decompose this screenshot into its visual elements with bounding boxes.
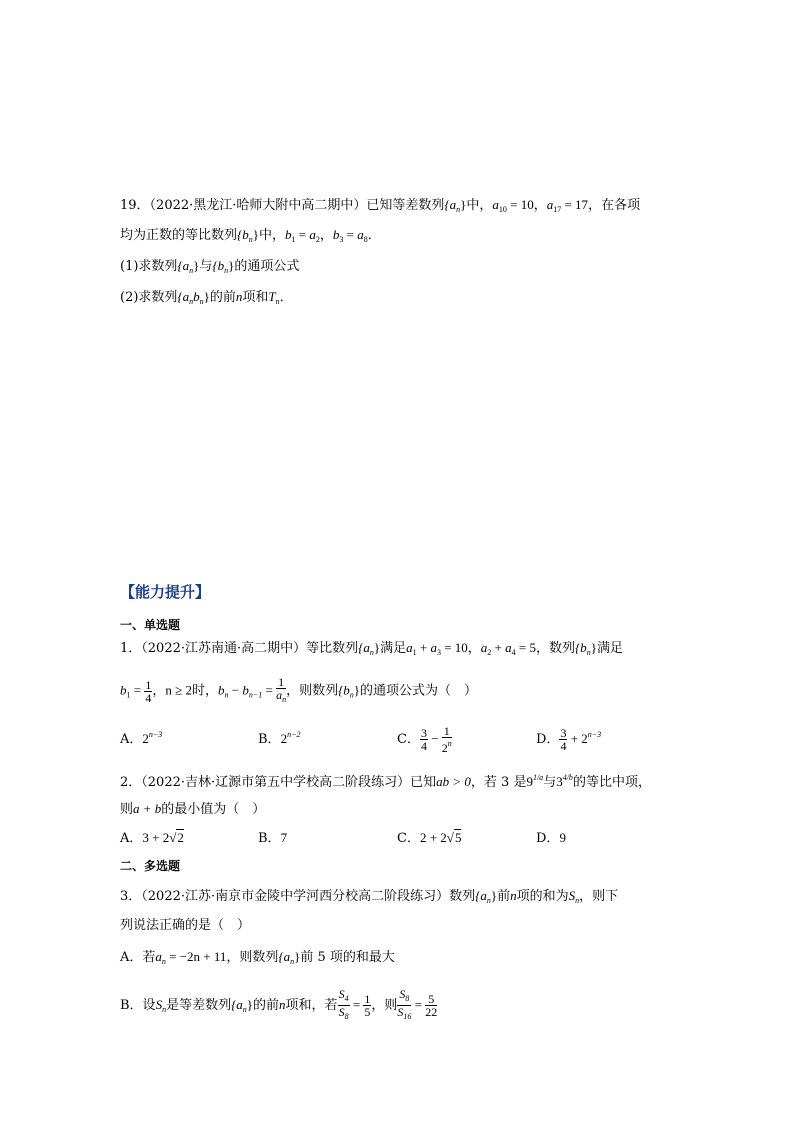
sub-n: n	[369, 648, 374, 657]
num: 3	[420, 726, 427, 740]
base: 2	[441, 741, 448, 755]
seq-a: {a	[177, 258, 190, 273]
brace: }	[193, 258, 200, 273]
den: 4	[145, 690, 152, 705]
q1-option-b[interactable]	[258, 725, 300, 750]
frac	[442, 725, 452, 754]
label: B．	[258, 831, 281, 846]
sub-n: n	[199, 297, 204, 306]
seq-a: {a	[278, 949, 291, 964]
num	[397, 988, 411, 1006]
den: 4	[420, 739, 427, 753]
seq-b: {b	[212, 258, 225, 273]
period: ．	[279, 290, 293, 305]
a: a	[276, 688, 283, 702]
label: D．	[536, 732, 560, 747]
q2-text: 2．（2022·吉林·辽源市第五中学校高二阶段练习）已知	[120, 775, 437, 790]
sub-n: n	[349, 690, 354, 700]
line2-suffix: ，则数列	[286, 683, 339, 699]
sub-n: n	[162, 1005, 167, 1014]
n: n	[510, 888, 517, 903]
a8-sub: 8	[363, 235, 368, 244]
a8: a	[357, 227, 364, 242]
end: 前 5 项的和最大	[300, 950, 395, 965]
S: S	[568, 888, 576, 903]
b1-sub: 1	[291, 235, 296, 244]
sub-n: n	[189, 266, 194, 275]
ab-gt0: ab > 0	[436, 774, 471, 789]
b1: b	[284, 227, 292, 242]
brace: }	[353, 682, 361, 698]
line1-end: 的等比中项，	[572, 775, 651, 790]
S: S	[338, 1005, 345, 1019]
seq-a: {a	[475, 888, 487, 903]
sub-n: n	[248, 235, 253, 244]
label: B．	[258, 732, 281, 747]
q1-line2	[120, 676, 477, 706]
part1-text: (1)求数列	[120, 259, 178, 274]
line2-end: 的最小值为（ ）	[161, 802, 266, 817]
num: 1	[145, 677, 152, 692]
sub-n: n	[189, 297, 194, 306]
q1-option-d[interactable]	[536, 725, 601, 752]
sub: 8	[344, 1012, 349, 1021]
seq-ab: {a	[177, 289, 190, 304]
num: 5	[425, 993, 437, 1006]
brace: }	[460, 197, 467, 212]
eq: =	[411, 997, 426, 1012]
sub-4: 4	[511, 648, 516, 657]
S: S	[399, 987, 406, 1001]
sub-n: n	[290, 957, 295, 966]
brace: }	[590, 640, 597, 655]
satisfy: 满足	[380, 641, 407, 656]
comma: ，	[319, 228, 333, 243]
q19-line2	[120, 225, 381, 250]
minus: −	[427, 731, 442, 746]
line2-prefix: 则	[120, 802, 134, 817]
mid: 前	[497, 889, 511, 904]
q2-line2	[120, 799, 265, 820]
q1-mid: ，数列	[535, 641, 575, 656]
sub-n: n	[575, 896, 580, 905]
a2: a	[480, 640, 488, 655]
n: n	[235, 289, 243, 304]
radicand: 5	[454, 830, 462, 845]
seq-b: {b	[237, 227, 249, 242]
part2-mid2: 项和	[242, 290, 269, 305]
tail: + 2	[567, 731, 588, 746]
b3: b	[332, 227, 340, 242]
then: ，则	[371, 998, 398, 1013]
sub-1: 1	[412, 648, 417, 657]
mid: 是等差数列	[166, 998, 232, 1013]
exp: n−3	[148, 730, 163, 739]
with: 与	[543, 775, 557, 790]
sub-n: n	[282, 695, 287, 704]
sub-n: n	[486, 896, 491, 905]
sub-1: 1	[126, 690, 131, 700]
sqrt-sign: √	[169, 830, 177, 845]
value: 9	[559, 830, 566, 845]
a2: a	[309, 227, 316, 242]
S: S	[397, 1005, 404, 1019]
eq5: = 5	[515, 640, 536, 655]
eq: =	[130, 682, 145, 698]
q19-line2-text: 均为正数的等比数列	[120, 228, 238, 243]
brace: }	[373, 640, 381, 655]
b3-sub: 3	[339, 235, 344, 244]
seq-b: {b	[574, 640, 587, 655]
mid2: 项的和为	[516, 889, 569, 904]
fraction-one-over-an	[276, 676, 286, 706]
sub-n: n	[161, 957, 166, 966]
sub: 8	[405, 994, 410, 1003]
label: C．	[397, 732, 420, 747]
seq-ab-b: b	[193, 289, 200, 304]
text-in: 中，	[258, 228, 285, 243]
label: C．	[397, 831, 420, 846]
bn: b	[217, 682, 225, 698]
seq-a: {a	[444, 197, 457, 212]
sub-n: n	[456, 205, 461, 214]
q2-option-b[interactable]	[258, 828, 287, 849]
brace: }	[228, 258, 235, 273]
mid1: ，若 3 是	[470, 775, 527, 790]
mid2: 的前	[253, 998, 280, 1013]
a10-sub: 10	[498, 205, 507, 214]
sub: 4	[344, 994, 349, 1003]
frac-s4-s8	[338, 988, 350, 1023]
seq-a: {a	[231, 997, 243, 1012]
n-ge2: ，n ≥ 2时，	[152, 682, 218, 698]
n: n	[279, 997, 286, 1012]
num: 1	[364, 992, 371, 1006]
q2-option-a[interactable]	[120, 828, 184, 849]
a4: a	[505, 640, 512, 655]
and: 与	[199, 259, 213, 274]
brace: }	[203, 289, 210, 304]
q1-option-c[interactable]	[397, 725, 452, 754]
value: 2 + 2	[419, 830, 447, 845]
brace: }	[490, 888, 498, 903]
num: 1	[443, 724, 450, 738]
q19-line1	[120, 195, 640, 220]
a1: a	[406, 640, 413, 655]
sub-n: n	[586, 648, 591, 657]
eq: =	[349, 997, 364, 1012]
a17-sub: 17	[553, 205, 562, 214]
b1: b	[120, 682, 127, 698]
seq-a: {a	[358, 640, 370, 655]
den	[442, 738, 452, 754]
eq: =	[262, 682, 277, 698]
value: 3 + 2	[142, 830, 170, 845]
eq: =	[295, 227, 310, 242]
q2-option-d[interactable]	[536, 828, 566, 849]
mid3: 项和，若	[285, 998, 338, 1013]
a: a	[155, 949, 162, 964]
den	[276, 689, 286, 706]
den	[338, 1006, 350, 1023]
q19-text: 19．（2022·黑龙江·哈师大附中高二期中）已知等差数列	[120, 198, 445, 213]
period: ．	[367, 228, 381, 243]
q3-option-a[interactable]	[120, 947, 395, 972]
part1-suffix: 的通项公式	[234, 259, 300, 274]
q3-line1	[120, 886, 618, 911]
three: 3	[556, 774, 563, 789]
frac-5-22	[425, 993, 437, 1018]
line1-end: ，则下	[579, 889, 619, 904]
frac	[420, 727, 428, 752]
nine: 9	[526, 774, 533, 789]
a3: a	[430, 640, 437, 655]
q2-option-c[interactable]	[397, 828, 461, 849]
sub-n1: n−1	[248, 690, 263, 700]
sub: 16	[403, 1012, 412, 1021]
q3-text: 3．（2022·江苏·南京市金陵中学河西分校高二阶段练习）数列	[120, 889, 476, 904]
num: 1	[278, 675, 285, 689]
sub-3: 3	[436, 648, 441, 657]
exp-b: 4/b	[562, 773, 573, 782]
a-plus-b: a + b	[133, 801, 162, 816]
den	[397, 1006, 411, 1023]
seq-b: {b	[338, 682, 350, 698]
q3-line2: 列说法正确的是（ ）	[120, 918, 251, 933]
sub-n: n	[224, 690, 229, 700]
a17-val: = 17	[561, 197, 589, 212]
eq: =	[343, 227, 358, 242]
brace: }	[294, 949, 301, 964]
a2-sub: 2	[315, 235, 320, 244]
value: 7	[280, 830, 288, 845]
base: 2	[142, 731, 149, 746]
brace: }	[252, 227, 259, 242]
sub-n: n	[275, 297, 280, 306]
S: S	[155, 997, 163, 1012]
sub-n: n	[224, 266, 229, 275]
satisfy2: 满足	[596, 641, 623, 656]
q1-line1	[120, 638, 623, 663]
exp: n−3	[587, 730, 602, 739]
q2-line1	[120, 768, 651, 793]
part2-mid: 的前	[209, 290, 236, 305]
den: 5	[364, 1005, 371, 1019]
label: A．	[120, 732, 143, 747]
den: 4	[560, 739, 567, 753]
single-choice-title: 一、单选题	[120, 618, 181, 632]
eq10: = 10，	[440, 640, 481, 655]
q19-part2	[120, 287, 293, 312]
a10-val: = 10，	[506, 197, 547, 212]
section-title-ability: 【能力提升】	[120, 583, 211, 601]
q19-suffix: ，在各项	[588, 198, 641, 213]
radicand: 2	[177, 830, 184, 845]
frac-s8-s16	[397, 988, 411, 1023]
q1-text: 1．（2022·江苏南通·高二期中）等比数列	[120, 641, 359, 656]
part2-text: (2)求数列	[120, 290, 178, 305]
exp-a: 1/a	[532, 773, 544, 782]
text-in: 中，	[466, 198, 493, 213]
S: S	[338, 987, 345, 1001]
num	[338, 988, 350, 1006]
eq: = −2n + 11	[165, 949, 227, 964]
base: 2	[280, 731, 288, 746]
den: 22	[425, 1005, 438, 1019]
exp: n−2	[287, 730, 301, 739]
plus: +	[491, 640, 506, 655]
bn1: b	[242, 682, 249, 698]
line2-end: 的通项公式为（ ）	[360, 683, 478, 699]
label: A．若	[120, 950, 156, 965]
multi-choice-title: 二、多选题	[120, 859, 181, 873]
q1-option-a[interactable]	[120, 725, 162, 750]
label: A．	[120, 831, 143, 846]
brace: }	[246, 997, 254, 1012]
exp: n	[447, 739, 452, 748]
sub-n: n	[242, 1005, 247, 1014]
label: D．	[536, 831, 560, 846]
label: B．设	[120, 998, 156, 1013]
Tn: T	[268, 289, 276, 304]
a17: a	[546, 197, 554, 212]
mid: ，则数列	[226, 950, 279, 965]
num: 3	[560, 726, 567, 740]
sub-2: 2	[487, 648, 492, 657]
q3-option-b[interactable]	[120, 988, 437, 1023]
a10: a	[492, 197, 499, 212]
q19-part1	[120, 256, 299, 281]
plus: +	[416, 640, 431, 655]
minus: −	[228, 682, 243, 698]
sqrt-sign: √	[446, 830, 454, 845]
